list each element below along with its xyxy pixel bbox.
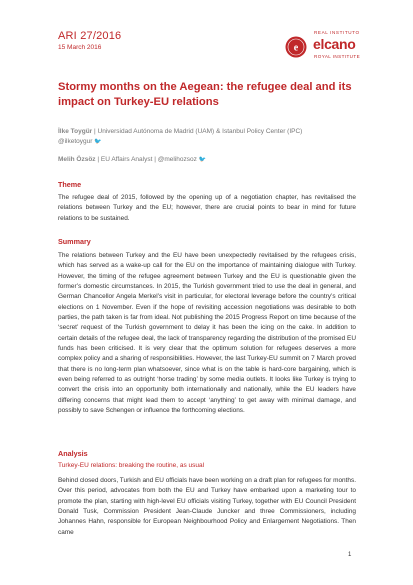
analysis-subheading: Turkey-EU relations: breaking the routine, as usual (58, 462, 205, 469)
author-handle[interactable]: @ilketoygur (58, 138, 93, 145)
author-name: Melih Özsöz (58, 156, 96, 163)
report-date: 15 March 2016 (58, 44, 102, 51)
author-name: İlke Toygür (58, 128, 93, 135)
analysis-paragraph: Behind closed doors, Turkish and EU officials have been working on a draft plan for refugees for months. Over this period, advocates from both the EU and Turkey have embarked upon a marketing tour to promote the plan, starting with high-level EU officials visiting Turkey, together with EU Council President Donald Tusk, Commission President Jean-Claude Juncker and three Commissioners, including Johannes Hahn, responsible for European Neighbourhood Policy and Enlargement Negotiations. Then came (58, 477, 356, 536)
author-affiliation: | Universidad Autónoma de Madrid (UAM) & Istanbul Policy Center (IPC) (92, 128, 303, 135)
report-code: ARI 27/2016 (58, 30, 122, 42)
analysis-heading: Analysis (58, 449, 88, 458)
theme-paragraph: The refugee deal of 2015, followed by the opening up of a negotiation chapter, has revitalised the relations between Turkey and the EU; however, there are crucial points to bear in mind for future relations to be sustained. (58, 194, 356, 222)
summary-heading: Summary (58, 237, 91, 246)
elcano-logo (285, 22, 375, 68)
logo-name: elcano (313, 36, 356, 52)
summary-paragraph: The relations between Turkey and the EU have been unexpectedly revitalised by the refugees crisis, which has served as a wake-up call for the EU on the importance of maintaining dialogue with Turkey. However, the timing of the refugee agreement between Turkey and the EU is questionable given the former’s domestic circumstances. In 2015, the Turkish government tried to use the deal in general, and German Chancellor Angela Merkel’s visit in particular, for electoral leverage before the country’s critical elections on 1 November. Even if the hope of revisiting accession negotiations was desirable to both parties, the path taken is far from ideal. Not publishing the 2015 Progress Report on time because of the ‘secret’ request of the Turkish government to delay it has been the icing on the cake. In addition to certain details of the refugee deal, the lack of transparency regarding the distribution of the promised EU funds has been criticised. It is very clear that the optimum solution for refugees deserves a more complex policy and a sharing of responsibilities. However, the last Turkey-EU summit on 7 March proved that there is no long-term plan whatsoever, since what is on the table is hard-core bargaining, which is even being referred to as outright ‘horse trading’ by some media outlets. It looks like Turkey is trying to convert the crisis into an opportunity both internationally and nationally, while the EU leaders have differing concerns that might lead them to accept ‘anything’ to get away with minimal damage, and possibly to save Schengen or influence the forthcoming elections. (58, 252, 356, 415)
twitter-bird-icon: 🐦 (198, 157, 207, 163)
document-title: Stormy months on the Aegean: the refugee deal and its impact on Turkey-EU relations (58, 81, 352, 108)
author-affiliation: | EU Affairs Analyst | (95, 156, 158, 163)
author-line (58, 127, 358, 147)
author-handle[interactable]: @melihozsoz (157, 156, 197, 163)
logo-sub-text: ROYAL INSTITUTE (314, 54, 361, 59)
author-line (58, 155, 358, 165)
page-number: 1 (348, 552, 352, 558)
logo-top-text: REAL INSTITUTO (314, 30, 360, 35)
twitter-bird-icon: 🐦 (94, 139, 102, 145)
svg-text:e: e (293, 42, 299, 54)
theme-heading: Theme (58, 180, 82, 189)
elcano-emblem-icon (285, 36, 307, 58)
